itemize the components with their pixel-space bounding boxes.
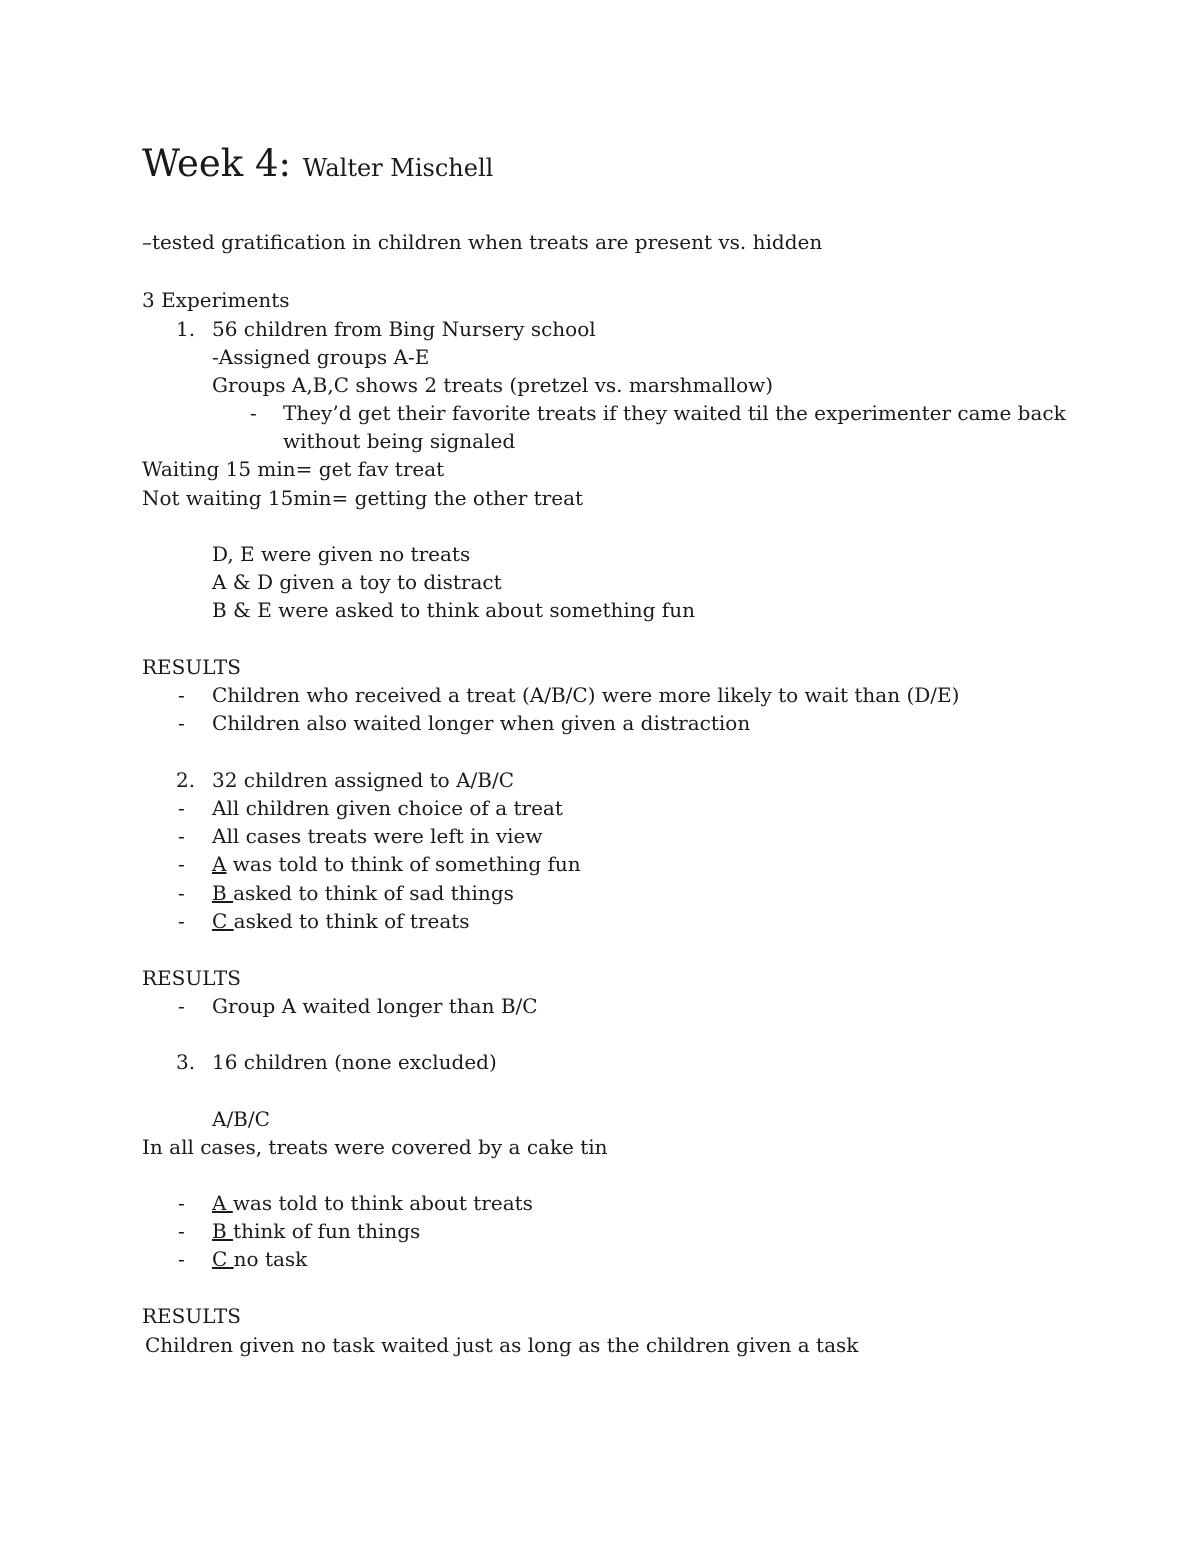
exp2-item-text: All children given choice of a treat [212, 796, 563, 820]
exp1-number: 1. [176, 317, 196, 341]
bullet-dash: - [178, 796, 185, 820]
exp2-number: 2. [176, 768, 196, 792]
exp1-groups: Groups A,B,C shows 2 treats (pretzel vs. marshmallow) [212, 373, 774, 397]
exp2-item-letter: B [212, 881, 234, 905]
exp2-item-text: asked to think of sad things [233, 881, 514, 905]
bullet-dash: - [250, 401, 257, 425]
exp2-item-text: asked to think of treats [233, 909, 470, 933]
exp1-results-heading: RESULTS [142, 655, 241, 679]
exp2-item [212, 850, 581, 878]
experiments-heading: 3 Experiments [142, 288, 290, 312]
exp3-number: 3. [176, 1050, 196, 1074]
exp1-title: 56 children from Bing Nursery school [212, 317, 596, 341]
bullet-dash: - [178, 1247, 185, 1271]
exp1-result-item: Children who received a treat (A/B/C) were more likely to wait than (D/E) [212, 683, 960, 707]
exp2-item [212, 822, 542, 850]
exp3-item-letter: C [212, 1247, 234, 1271]
bullet-dash: - [178, 1219, 185, 1243]
exp1-detail-line2: without being signaled [283, 429, 516, 453]
exp1-detail-line1: They’d get their favorite treats if they waited til the experimenter came back [283, 401, 1066, 425]
bullet-dash: - [178, 994, 185, 1018]
intro-line: –tested gratification in children when treats are present vs. hidden [142, 230, 823, 254]
exp1-be: B & E were asked to think about something fun [212, 598, 695, 622]
exp2-item-text: was told to think of something fun [226, 852, 581, 876]
exp1-not-waiting: Not waiting 15min= getting the other treat [142, 486, 584, 510]
exp1-de: D, E were given no treats [212, 542, 471, 566]
exp2-item [212, 794, 563, 822]
bullet-dash: - [178, 683, 185, 707]
exp1-assigned: -Assigned groups A-E [212, 345, 430, 369]
exp2-result-item: Group A waited longer than B/C [212, 994, 538, 1018]
exp3-item [212, 1189, 533, 1217]
exp2-item-letter: C [212, 909, 234, 933]
bullet-dash: - [178, 909, 185, 933]
exp3-groups: A/B/C [212, 1107, 270, 1131]
bullet-dash: - [178, 1191, 185, 1215]
page-title [142, 140, 493, 192]
exp3-item [212, 1217, 420, 1245]
exp3-title: 16 children (none excluded) [212, 1050, 497, 1074]
exp3-item-letter: A [212, 1191, 233, 1215]
exp2-item [212, 907, 470, 935]
bullet-dash: - [178, 852, 185, 876]
bullet-dash: - [178, 881, 185, 905]
exp3-item [212, 1245, 307, 1273]
exp2-item [212, 879, 514, 907]
exp3-item-text: no task [233, 1247, 308, 1271]
exp1-waiting: Waiting 15 min= get fav treat [142, 457, 445, 481]
exp1-ad: A & D given a toy to distract [212, 570, 502, 594]
exp2-item-text: All cases treats were left in view [212, 824, 543, 848]
exp1-result-item: Children also waited longer when given a distraction [212, 711, 751, 735]
title-author: Walter Mischell [302, 154, 494, 182]
bullet-dash: - [178, 824, 185, 848]
title-week: Week 4: [142, 142, 291, 185]
exp3-conclusion: Children given no task waited just as long as the children given a task [145, 1333, 859, 1357]
exp3-results-heading: RESULTS [142, 1304, 241, 1328]
exp3-item-letter: B [212, 1219, 234, 1243]
exp2-title: 32 children assigned to A/B/C [212, 768, 515, 792]
exp2-item-letter: A [212, 852, 227, 876]
bullet-dash: - [178, 711, 185, 735]
exp2-results-heading: RESULTS [142, 966, 241, 990]
exp3-item-text: was told to think about treats [232, 1191, 533, 1215]
exp3-covered: In all cases, treats were covered by a cake tin [142, 1135, 608, 1159]
exp3-item-text: think of fun things [233, 1219, 421, 1243]
